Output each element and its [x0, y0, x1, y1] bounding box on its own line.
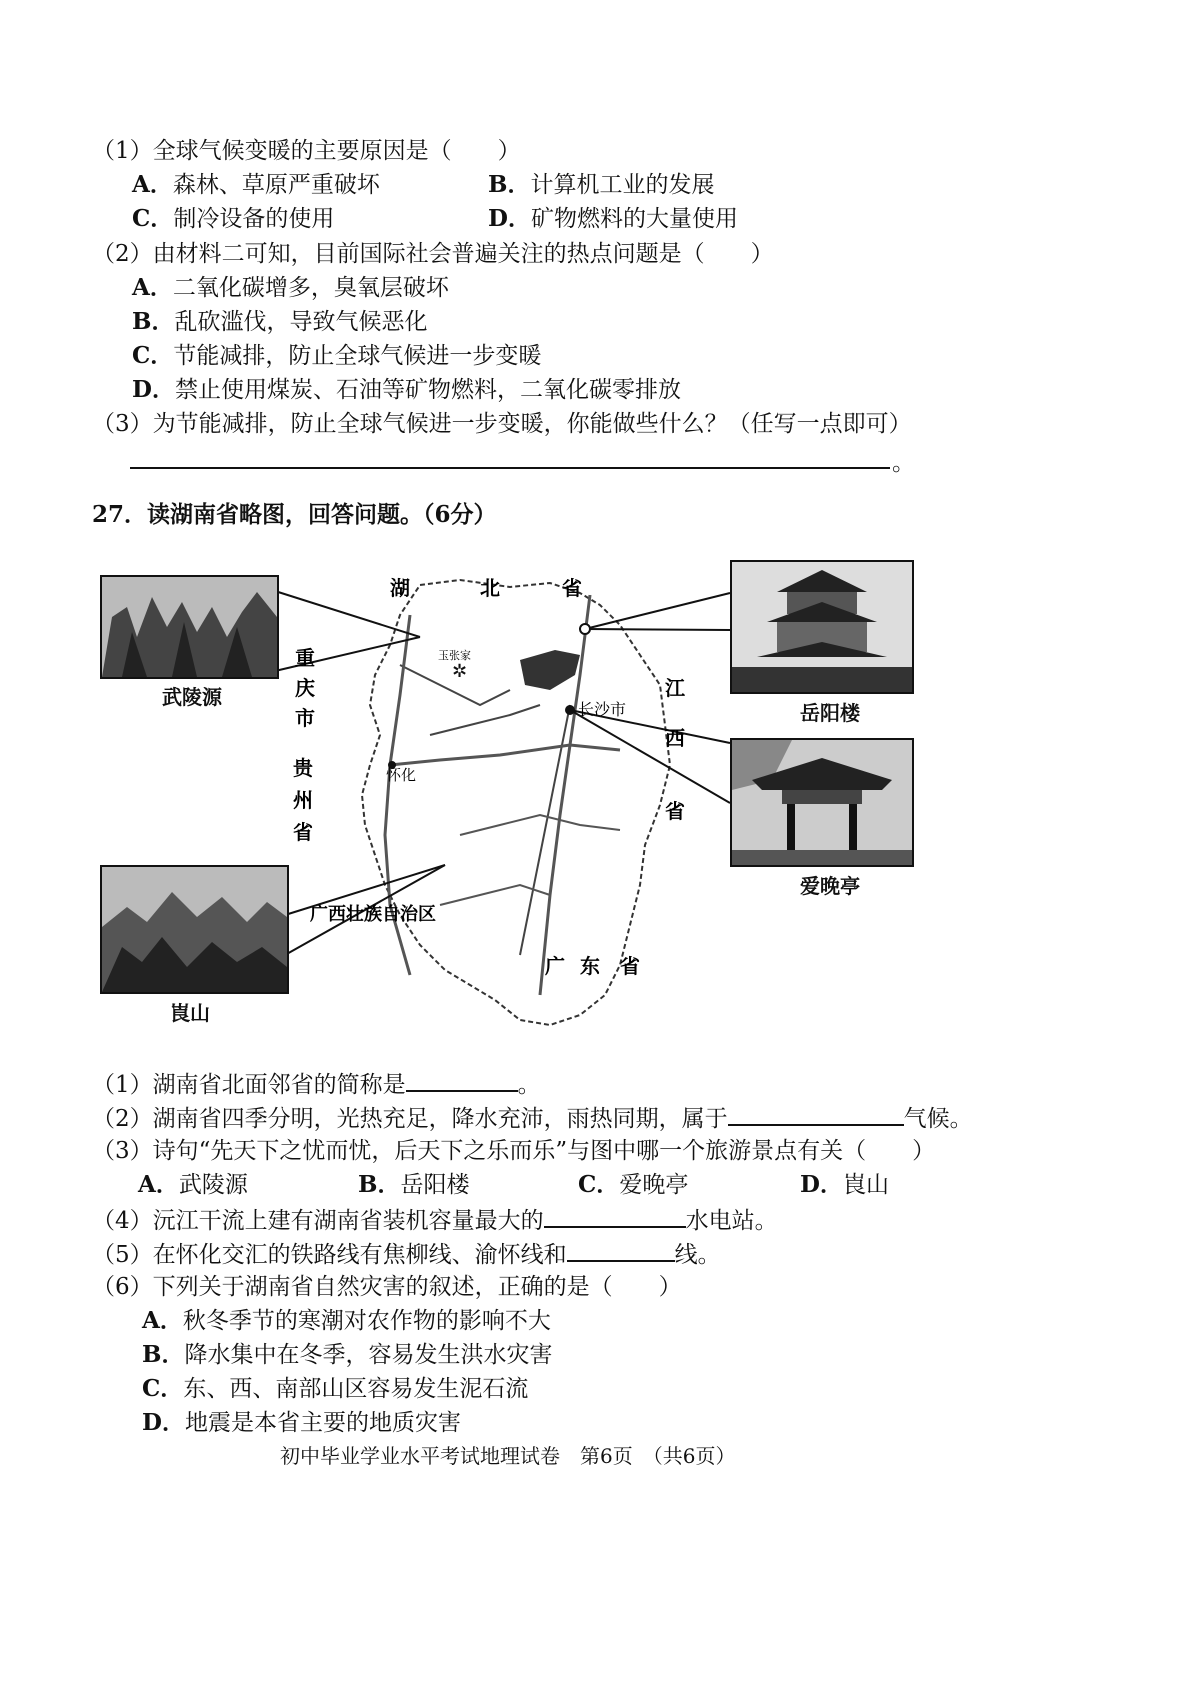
- q27-sub6-option-d: D．地震是本省主要的地质灾害: [142, 1409, 461, 1436]
- q27-sub4-blank[interactable]: [544, 1204, 686, 1228]
- q27-sub1: （1）湖南省北面邻省的简称是 。: [92, 1068, 541, 1100]
- q26-sub3-answer-line[interactable]: [130, 467, 890, 469]
- label-changsha: 长沙市: [578, 700, 627, 719]
- label-chongqing-3: 市: [295, 706, 315, 730]
- q27-sub6-stem: （6）下列关于湖南省自然灾害的叙述，正确的是（ ）: [92, 1274, 682, 1300]
- q27-sub2: （2）湖南省四季分明，光热充足，降水充沛，雨热同期，属于 气候。: [92, 1102, 973, 1134]
- q27-sub5-blank[interactable]: [567, 1238, 675, 1262]
- q26-sub3-stem: （3）为节能减排，防止全球气候进一步变暖，你能做些什么？（任写一点即可）: [92, 411, 912, 437]
- dongting-lake: [520, 650, 580, 690]
- photo-yueyanglou: [730, 560, 914, 694]
- mountain-range-image: [102, 867, 287, 992]
- q27-sub3-option-c: C．爱晚亭: [578, 1171, 689, 1198]
- zhangjiajie-star-icon: ✲: [452, 661, 468, 682]
- caption-langshan: 崀山: [170, 1001, 210, 1025]
- leader-aiwanting-2: [570, 710, 730, 803]
- yueyang-marker: [580, 624, 590, 634]
- q26-sub1-option-b: B．计算机工业的发展: [488, 171, 715, 198]
- label-hubei-1: 湖: [390, 576, 410, 600]
- label-jiangxi-3: 省: [665, 799, 685, 823]
- xiang-river: [520, 705, 570, 955]
- q27-sub5: （5）在怀化交汇的铁路线有焦柳线、渝怀线和 线。: [92, 1238, 721, 1270]
- caption-yueyanglou: 岳阳楼: [800, 701, 860, 725]
- label-guangdong-3: 省: [620, 954, 640, 978]
- label-guizhou-3: 省: [293, 820, 313, 844]
- q26-sub2-option-b: B．乱砍滥伐，导致气候恶化: [132, 308, 428, 335]
- q27-sub4: （4）沅江干流上建有湖南省装机容量最大的 水电站。: [92, 1204, 778, 1236]
- q26-sub2-option-a: A．二氧化碳增多，臭氧层破坏: [132, 274, 449, 301]
- q26-sub2-option-d: D．禁止使用煤炭、石油等矿物燃料，二氧化碳零排放: [132, 376, 681, 403]
- pavilion-image: [732, 740, 912, 865]
- railway-xiangqian: [390, 745, 620, 765]
- label-hubei-3: 省: [562, 576, 582, 600]
- photo-wulingyuan: [100, 575, 279, 679]
- q26-sub1-option-c: C．制冷设备的使用: [132, 205, 335, 232]
- changsha-marker: [565, 705, 575, 715]
- label-chongqing-1: 重: [295, 646, 315, 670]
- page-footer: 初中毕业学业水平考试地理试卷 第6页 （共6页）: [280, 1444, 736, 1468]
- caption-wulingyuan: 武陵源: [162, 685, 222, 709]
- q26-sub1-option-a: A．森林、草原严重破坏: [132, 171, 380, 198]
- photo-langshan: [100, 865, 289, 994]
- mountain-peaks-image: [102, 577, 277, 677]
- zi-river: [430, 705, 540, 735]
- caption-aiwanting: 爱晚亭: [800, 874, 860, 898]
- q27-sub3-option-b: B．岳阳楼: [358, 1171, 470, 1198]
- label-hubei-2: 北: [480, 576, 500, 600]
- leader-yueyanglou-2: [585, 629, 730, 630]
- q27-sub3-stem: （3）诗句“先天下之忧而忧，后天下之乐而乐”与图中哪一个旅游景点有关（ ）: [92, 1138, 936, 1164]
- label-guangdong-1: 广: [545, 954, 565, 978]
- label-huaihua: 怀化: [386, 766, 417, 784]
- pavilion-tower-image: [732, 562, 912, 692]
- q27-sub3-option-d: D．崀山: [800, 1171, 889, 1198]
- label-guizhou-2: 州: [293, 788, 313, 812]
- label-guangdong-2: 东: [580, 954, 600, 978]
- label-zhangjiajie: 玉张家: [438, 649, 471, 662]
- label-guangxi: 广西壮族自治区: [310, 904, 436, 925]
- label-chongqing-2: 庆: [295, 676, 315, 700]
- q27-sub6-option-b: B．降水集中在冬季，容易发生洪水灾害: [142, 1341, 553, 1368]
- q27-title: 27．读湖南省略图，回答问题。（6分）: [92, 501, 497, 528]
- q27-sub3-option-a: A．武陵源: [138, 1171, 248, 1198]
- q26-sub1-option-d: D．矿物燃料的大量使用: [488, 205, 738, 232]
- q26-sub2-option-c: C．节能减排，防止全球气候进一步变暖: [132, 342, 542, 369]
- label-jiangxi-1: 江: [665, 676, 685, 700]
- label-guizhou-1: 贵: [293, 756, 313, 780]
- q27-sub1-blank[interactable]: [406, 1068, 518, 1092]
- q26-sub3-end-mark: 。: [892, 450, 915, 476]
- q27-sub6-option-a: A．秋冬季节的寒潮对农作物的影响不大: [142, 1307, 551, 1334]
- label-jiangxi-2: 西: [665, 726, 685, 750]
- q26-sub2-stem: （2）由材料二可知，目前国际社会普遍关注的热点问题是（ ）: [92, 241, 774, 267]
- photo-aiwanting: [730, 738, 914, 867]
- railway-luoshan: [460, 815, 620, 835]
- q27-sub6-option-c: C．东、西、南部山区容易发生泥石流: [142, 1375, 529, 1402]
- q27-sub2-blank[interactable]: [728, 1102, 904, 1126]
- q26-sub1-stem: （1）全球气候变暖的主要原因是（ ）: [92, 138, 521, 164]
- hunan-map-figure: [100, 575, 1010, 1115]
